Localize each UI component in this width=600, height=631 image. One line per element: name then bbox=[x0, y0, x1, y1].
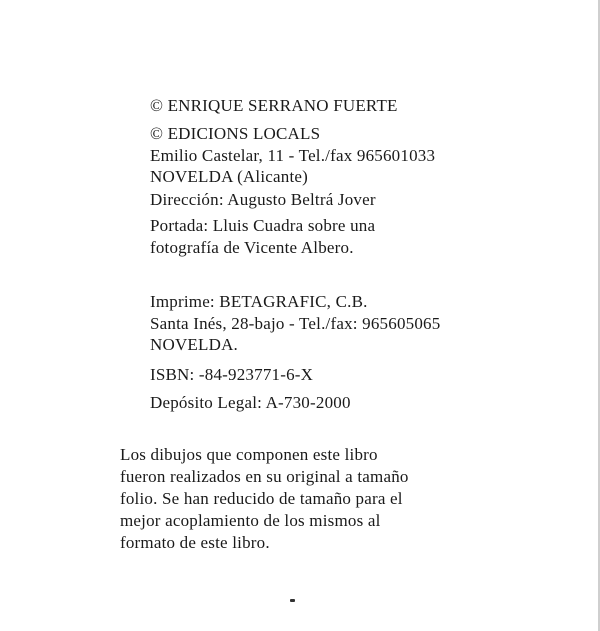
ink-speck bbox=[290, 599, 295, 602]
cover-credit-line-2: fotografía de Vicente Albero. bbox=[150, 238, 354, 257]
direction-credit: Dirección: Augusto Beltrá Jover bbox=[150, 190, 376, 209]
cover-credit-line-1: Portada: Lluis Cuadra sobre una bbox=[150, 216, 376, 235]
publisher-copyright: © EDICIONS LOCALS bbox=[150, 124, 321, 143]
publisher-city: NOVELDA (Alicante) bbox=[150, 167, 308, 186]
printer-address: Santa Inés, 28-bajo - Tel./fax: 965605065 bbox=[150, 314, 441, 333]
note-line-1: Los dibujos que componen este libro bbox=[120, 445, 378, 464]
printer-name: Imprime: BETAGRAFIC, C.B. bbox=[150, 292, 368, 311]
isbn: ISBN: -84-923771-6-X bbox=[150, 365, 314, 384]
note-line-3: folio. Se han reducido de tamaño para el bbox=[120, 489, 403, 508]
note-line-2: fueron realizados en su original a tamaño bbox=[120, 467, 409, 486]
publisher-address: Emilio Castelar, 11 - Tel./fax 965601033 bbox=[150, 146, 436, 165]
note-line-4: mejor acoplamiento de los mismos al bbox=[120, 511, 381, 530]
author-copyright: © ENRIQUE SERRANO FUERTE bbox=[150, 96, 398, 115]
note-line-5: formato de este libro. bbox=[120, 533, 270, 552]
legal-deposit: Depósito Legal: A-730-2000 bbox=[150, 393, 351, 412]
printer-city: NOVELDA. bbox=[150, 335, 239, 354]
